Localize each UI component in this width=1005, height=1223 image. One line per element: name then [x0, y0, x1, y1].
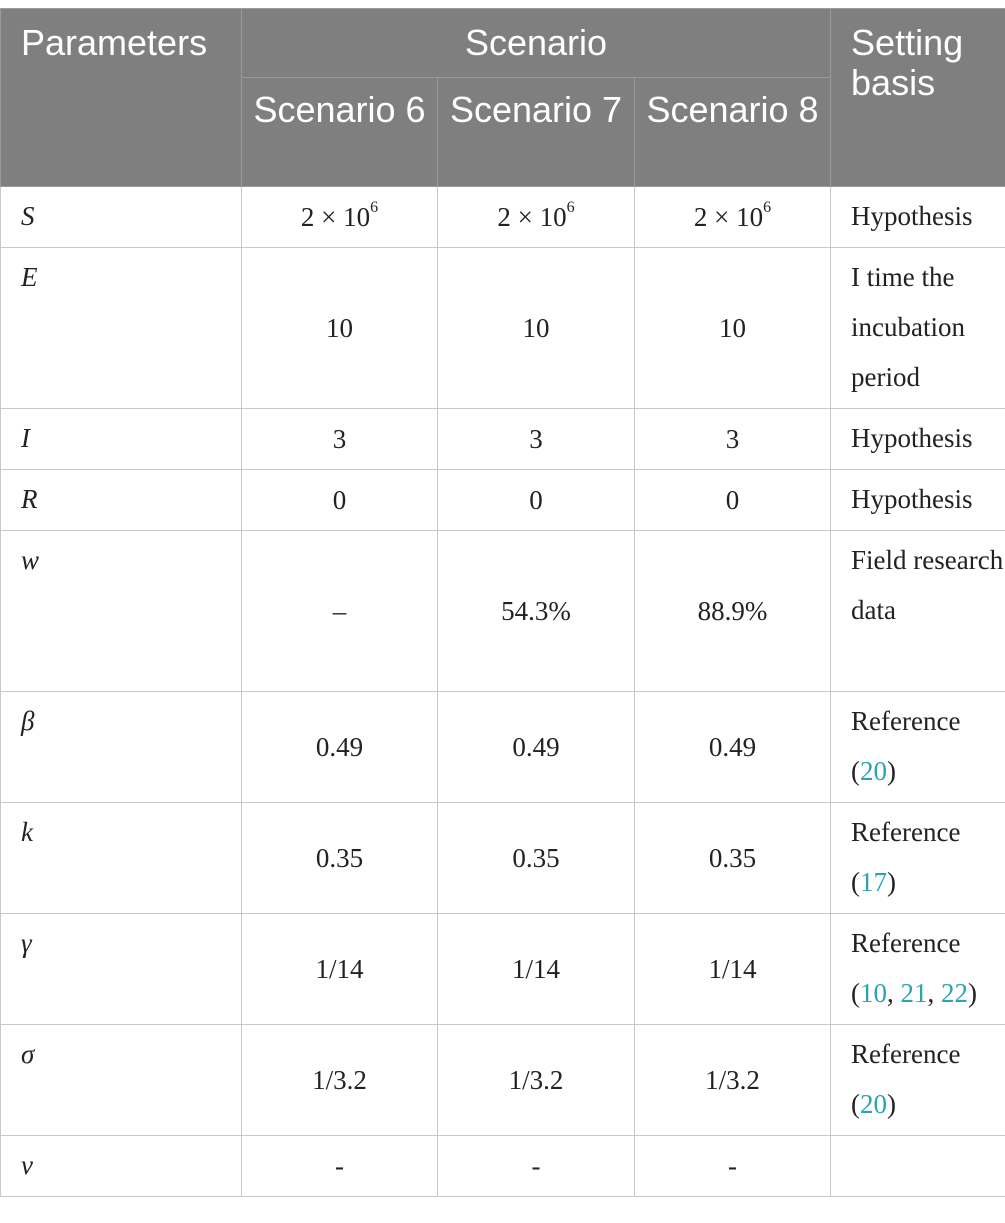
param-value: 10 — [242, 248, 438, 409]
param-value: 1/14 — [438, 914, 635, 1025]
reference-link[interactable]: 10 — [860, 978, 888, 1008]
param-value: 0.49 — [635, 692, 831, 803]
param-value: 3 — [438, 409, 635, 470]
header-scenario-7: Scenario 7 — [438, 78, 635, 187]
param-value: 10 — [438, 248, 635, 409]
reference-link[interactable]: 20 — [860, 1089, 888, 1119]
param-value: 1/14 — [242, 914, 438, 1025]
param-value: 0.49 — [438, 692, 635, 803]
param-value: 3 — [635, 409, 831, 470]
table-row — [1, 248, 1005, 409]
param-symbol: S — [1, 187, 242, 248]
param-value: $2 \times 10^6$ — [438, 187, 635, 248]
table-row — [1, 1025, 1005, 1136]
param-value: - — [242, 1136, 438, 1197]
table-row — [1, 914, 1005, 1025]
header-scenario-6: Scenario 6 — [242, 78, 438, 187]
param-value: 0 — [635, 470, 831, 531]
table-row — [1, 409, 1005, 470]
param-value: 0.35 — [242, 803, 438, 914]
param-basis: Hypothesis — [831, 409, 1005, 470]
table-row — [1, 803, 1005, 914]
param-value: $2 \times 10^6$ — [242, 187, 438, 248]
table-row — [1, 187, 1005, 248]
param-value: - — [438, 1136, 635, 1197]
param-value: – — [242, 531, 438, 692]
param-value: 88.9% — [635, 531, 831, 692]
param-symbol: w — [1, 531, 242, 692]
reference-link[interactable]: 17 — [860, 867, 888, 897]
param-symbol: ν — [1, 1136, 242, 1197]
param-basis: Hypothesis — [831, 187, 1005, 248]
param-value: 1/3.2 — [242, 1025, 438, 1136]
table-row — [1, 1136, 1005, 1197]
param-symbol: k — [1, 803, 242, 914]
param-value: 1/3.2 — [635, 1025, 831, 1136]
table-row — [1, 470, 1005, 531]
param-basis: Reference (10, 21, 22) — [831, 914, 1005, 1025]
header-scenario-8: Scenario 8 — [635, 78, 831, 187]
header-parameters: Parameters — [1, 9, 242, 187]
param-value: 0 — [438, 470, 635, 531]
table-row — [1, 531, 1005, 692]
param-value: 0 — [242, 470, 438, 531]
param-value: $2 \times 10^6$ — [635, 187, 831, 248]
param-value: 3 — [242, 409, 438, 470]
param-value: 0.35 — [635, 803, 831, 914]
param-value: - — [635, 1136, 831, 1197]
param-basis — [831, 1136, 1005, 1197]
param-basis: Reference (20) — [831, 1025, 1005, 1136]
param-symbol: β — [1, 692, 242, 803]
param-basis: I time the incubation period — [831, 248, 1005, 409]
param-value: 1/3.2 — [438, 1025, 635, 1136]
header-setting-basis: Setting basis — [831, 9, 1005, 187]
param-basis: Hypothesis — [831, 470, 1005, 531]
param-symbol: σ — [1, 1025, 242, 1136]
param-value: 10 — [635, 248, 831, 409]
reference-link[interactable]: 22 — [941, 978, 969, 1008]
param-value: 54.3% — [438, 531, 635, 692]
param-symbol: γ — [1, 914, 242, 1025]
param-symbol: I — [1, 409, 242, 470]
param-value: 0.35 — [438, 803, 635, 914]
table-row — [1, 692, 1005, 803]
param-value: 1/14 — [635, 914, 831, 1025]
reference-link[interactable]: 21 — [900, 978, 928, 1008]
param-basis: Reference (17) — [831, 803, 1005, 914]
reference-link[interactable]: 20 — [860, 756, 888, 786]
param-basis: Field research data — [831, 531, 1005, 692]
param-value: 0.49 — [242, 692, 438, 803]
parameters-table — [0, 8, 1005, 1197]
param-basis: Reference (20) — [831, 692, 1005, 803]
param-symbol: R — [1, 470, 242, 531]
header-scenario: Scenario — [242, 9, 831, 78]
param-symbol: E — [1, 248, 242, 409]
